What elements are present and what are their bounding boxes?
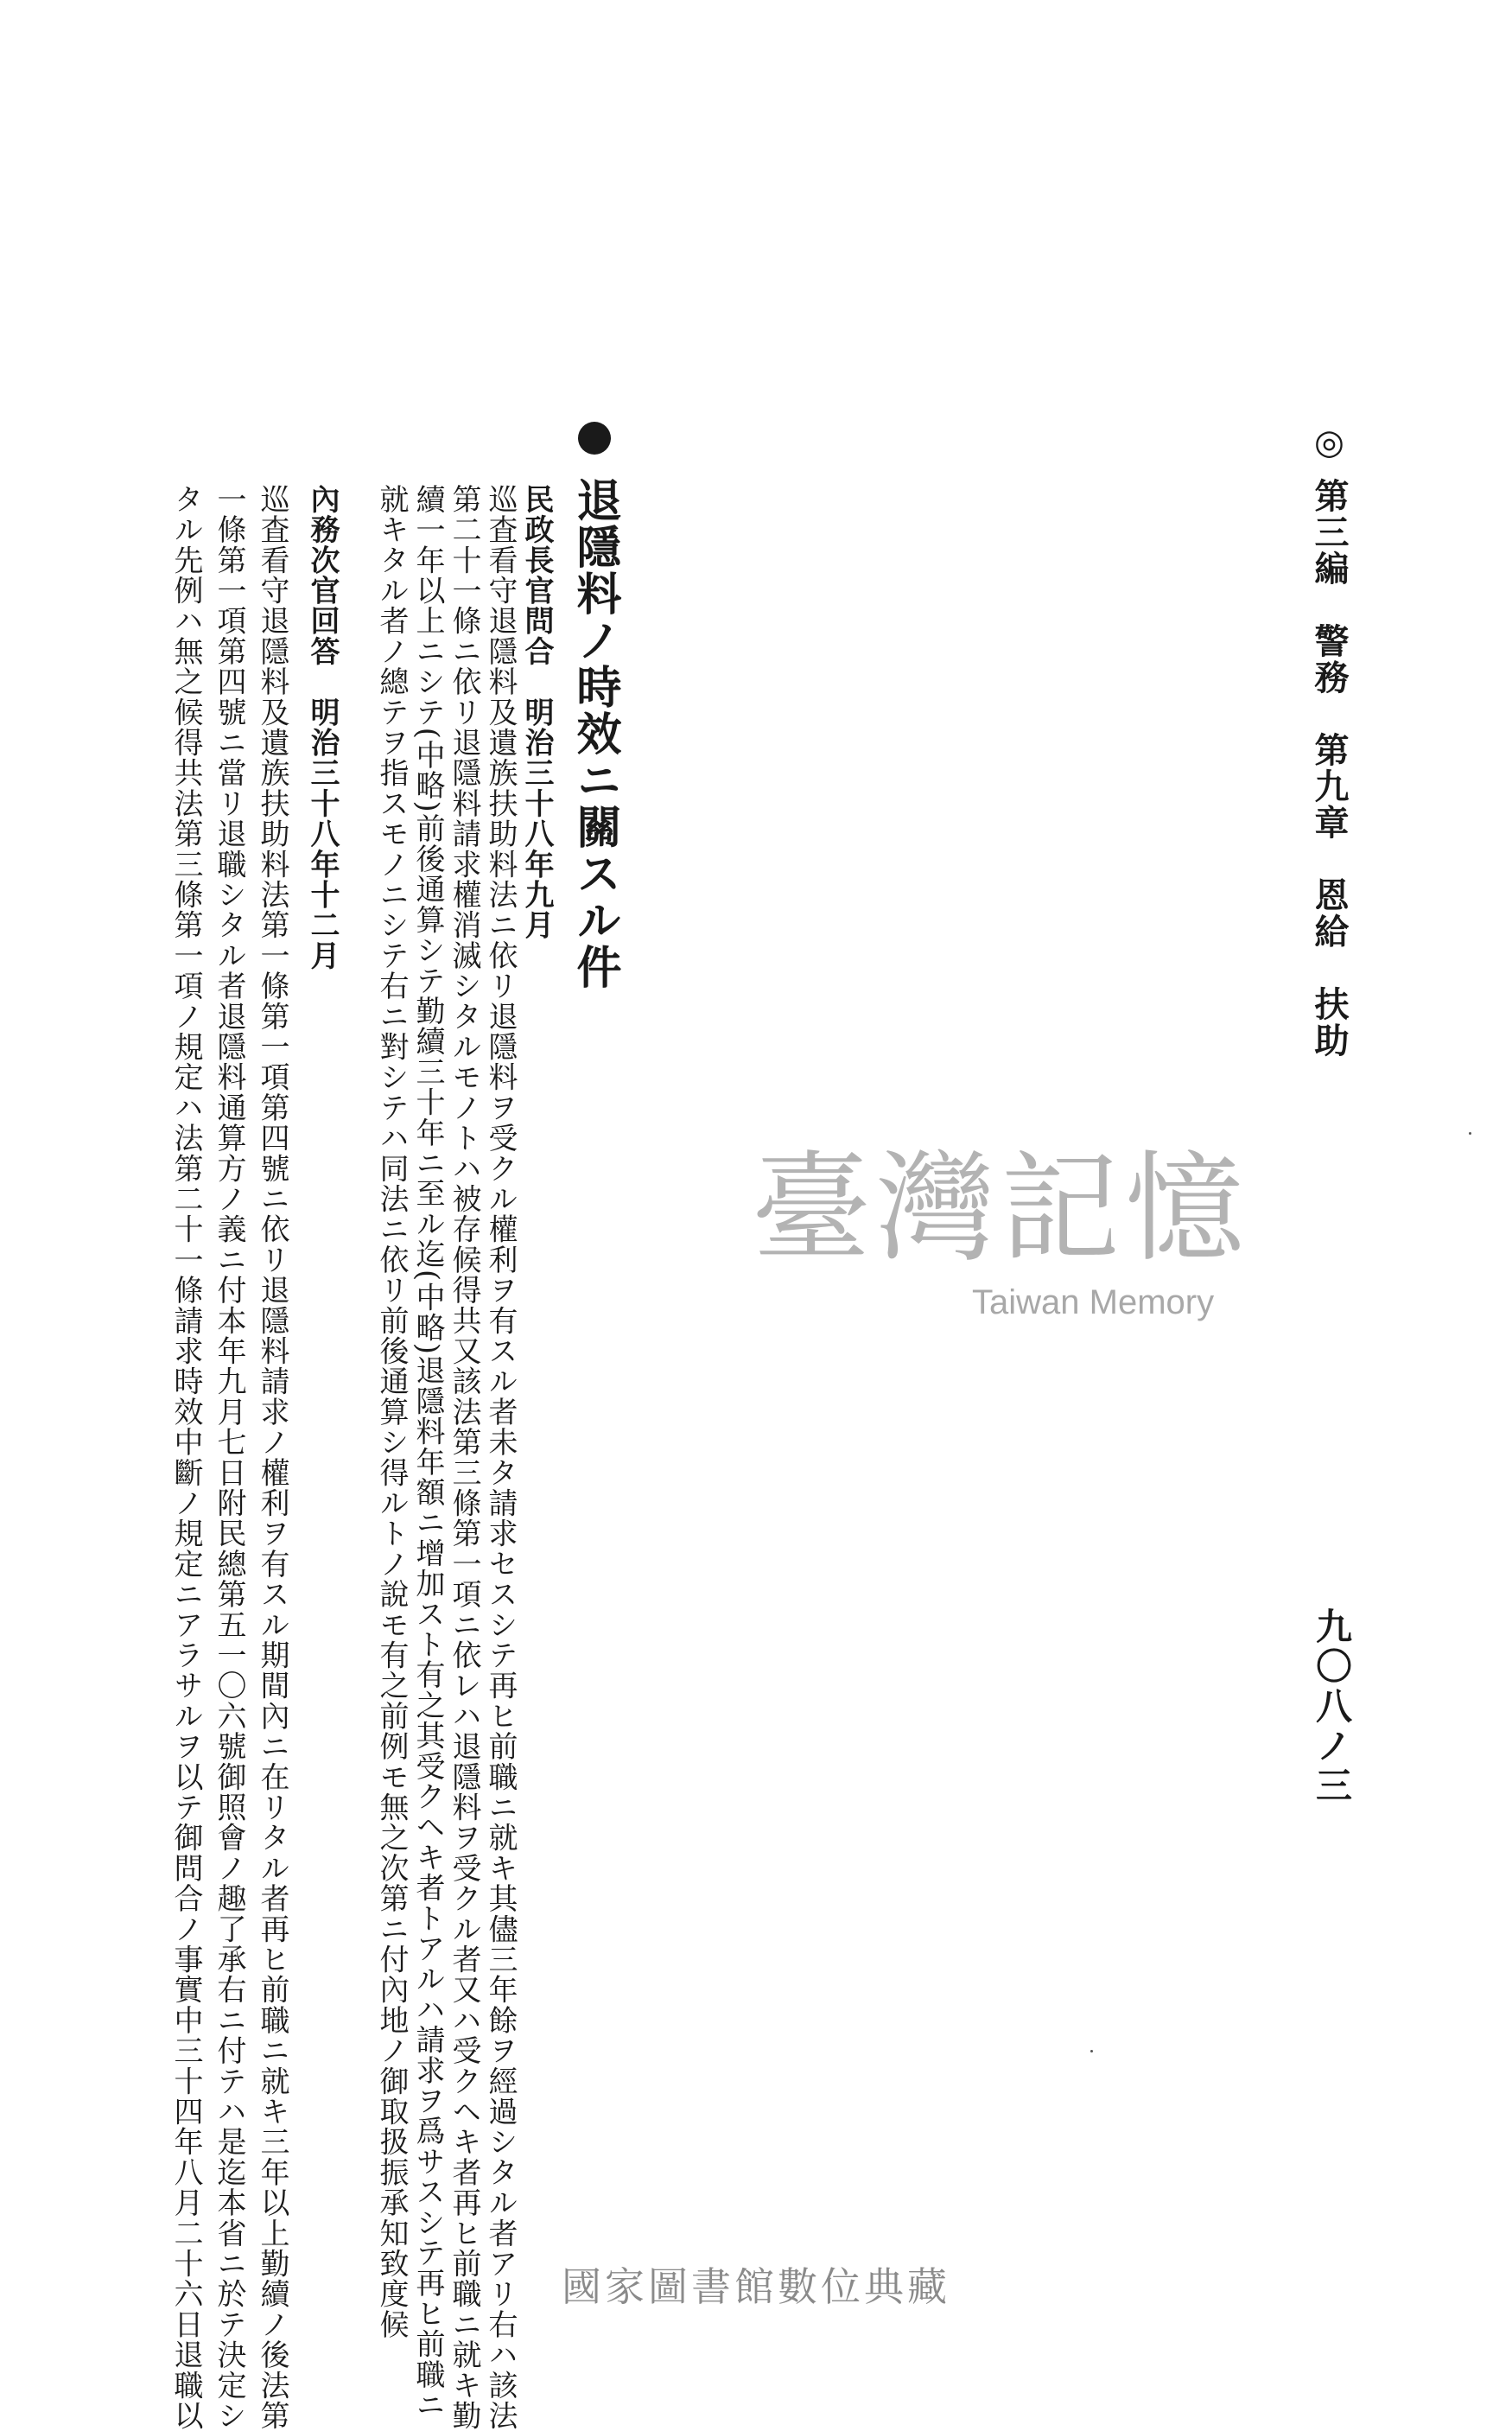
scan-speck <box>1090 2050 1093 2052</box>
inquiry-line-4: 就キタル者ノ總テヲ指スモノニシテ右ニ對シテハ同法ニ依リ前後通算シ得ルトノ說モ有之前例モ無之次第ニ付內地ノ御取扱振承知致度候 <box>374 484 409 2340</box>
page-number: 九〇八ノ三 <box>1311 1607 1353 1806</box>
article-title-text: 退隱料ノ時效ニ關スル件 <box>569 477 621 991</box>
watermark-subtitle: Taiwan Memory <box>972 1283 1215 1321</box>
reply-label: 內務次官回答 明治三十八年十二月 <box>305 484 340 971</box>
watermark-logo: 臺灣記憶 <box>752 1139 1250 1278</box>
running-header: ◎ 第三編 警務 第九章 恩給 扶助 <box>1309 422 1350 1059</box>
inquiry-line-2: 第二十一條ニ依リ退隱料請求權消滅シタルモノトハ被存候得共又該法第三條第一項ニ依レハ退隱料ヲ受クル者又ハ受クヘキ者再ヒ前職ニ就キ勤 <box>447 484 481 2431</box>
inquiry-label: 民政長官問合 明治三十八年九月 <box>519 484 554 940</box>
reply-line-3: タル先例ハ無之候得共法第三條第一項ノ規定ハ法第二十一條請求時效中斷ノ規定ニアラサルヲ以テ御問合ノ事實中三十四年八月二十六日退職以 <box>168 484 203 2431</box>
scan-speck <box>1469 1132 1471 1135</box>
article-title <box>569 422 621 991</box>
inquiry-line-1: 巡査看守退隱料及遺族扶助料法ニ依リ退隱料ヲ受クル權利ヲ有スル者未タ請求セスシテ再ヒ前職ニ就キ其儘三年餘ヲ經過シタル者アリ右ハ該法 <box>483 484 518 2431</box>
reply-line-2: 一條第一項第四號ニ當リ退職シタル者退隱料通算方ノ義ニ付本年九月七日附民總第五一〇六號御照會ノ趣了承右ニ付テハ是迄本省ニ於テ決定シ <box>212 484 246 2431</box>
inquiry-line-3: 續一年以上ニシテ(中略)前後通算シテ勤續三十年ニ至ル迄(中略)退隱料年額ニ增加スト有之其受クヘキ者トアルハ請求ヲ爲サスシテ再ヒ前職ニ <box>410 484 445 2421</box>
bullet-icon <box>578 422 611 455</box>
collection-footer: 國家圖書館數位典藏 <box>562 2263 950 2310</box>
reply-line-1: 巡査看守退隱料及遺族扶助料法第一條第一項第四號ニ依リ退隱料請求ノ權利ヲ有スル期間內ニ在リタル者再ヒ前職ニ就キ三年以上勤續ノ後法第 <box>255 484 289 2431</box>
